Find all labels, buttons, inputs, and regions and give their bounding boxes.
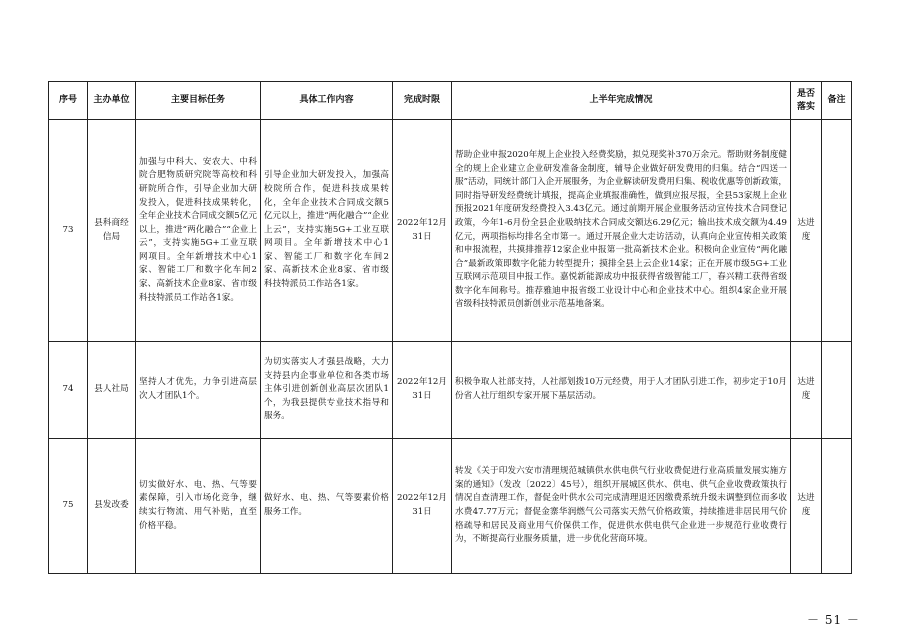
- header-deadline: 完成时限: [393, 82, 452, 120]
- row-progress: 帮助企业申报2020年规上企业投入经费奖励，拟兑现奖补370万余元。帮助财务制度健全的规上企业建立企业研发准备金制度，辅导企业做好研发费用的归集。结合“四送一服”活动，同统计部门入企开展服务，为企业解读研发费用归集、税收优惠等创新政策，同时指导研发经费统计填报，提高企业填报准确性，做到应报尽报，全县53家规上企业预报2021年度研发经费投入3.43亿元。通过前期开展企业服务活动宣传技术合同登记政策，今年1-6月份全县企业吸纳技术合同成交额达6.29亿元；输出技术成交额为4.49亿元，两项指标均排名全市第一。通过开展企业大走访活动，认真向企业宣传相关政策和申报流程，共摸排推荐12家企业申报第一批高新技术企业。积极向企业宣传“两化融合”最新政策即数字化能力转型提升；摸排全县上云企业14家；正在开展市级5G+工业互联网示范项目申报工作。嘉悦新能源成功申报获得省级智能工厂，春兴精工获得省级数字化车间称号。推荐雅迪申报省级工业设计中心和企业技术中心。组织4家企业开展省级科技特派员创新创业示范基地备案。: [452, 120, 791, 342]
- row-deadline: 2022年12月31日: [393, 120, 452, 342]
- row-note: [822, 342, 852, 439]
- table-row: [49, 120, 852, 342]
- row-done: 达进度: [791, 342, 822, 439]
- row-content: 做好水、电、热、气等要素价格服务工作。: [261, 439, 393, 574]
- row-deadline: 2022年12月31日: [393, 342, 452, 439]
- row-unit: 县科商经信局: [88, 120, 136, 342]
- row-task: 切实做好水、电、热、气等要素保障，引入市场化竞争，继续实行物流、用气补贴，直至价格平稳。: [136, 439, 261, 574]
- row-done: 达进度: [791, 439, 822, 574]
- table-row: [49, 439, 852, 574]
- row-seq: 75: [49, 439, 88, 574]
- row-note: [822, 120, 852, 342]
- row-unit: 县发改委: [88, 439, 136, 574]
- row-note: [822, 439, 852, 574]
- row-unit: 县人社局: [88, 342, 136, 439]
- header-progress: 上半年完成情况: [452, 82, 791, 120]
- row-done: 达进度: [791, 120, 822, 342]
- header-row: [49, 82, 852, 120]
- header-seq: 序号: [49, 82, 88, 120]
- header-content: 具体工作内容: [261, 82, 393, 120]
- row-content: 引导企业加大研发投入，加强高校院所合作，促进科技成果转化，全年企业技术合同成交额5亿元以上，推进“两化融合”“企业上云”，支持实施5G+工业互联网项目。全年新增技术中心1家、智能工厂和数字化车间2家、高新技术企业8家、省市级科技特派员工作站各1家。: [261, 120, 393, 342]
- row-task: 加强与中科大、安农大、中科院合肥物质研究院等高校和科研院所合作，引导企业加大研发投入，促进科技成果转化，全年企业技术合同成交额5亿元以上，推进“两化融合”“企业上云”，支持实施5G+工业互联网项目。全年新增技术中心1家、智能工厂和数字化车间2家、高新技术企业8家、省市级科技特派员工作站各1家。: [136, 120, 261, 342]
- header-unit: 主办单位: [88, 82, 136, 120]
- row-progress: 积极争取人社部支持，人社部划拨10万元经费，用于人才团队引进工作，初步定于10月份省人社厅组织专家开展下基层活动。: [452, 342, 791, 439]
- row-task: 坚持人才优先，力争引进高层次人才团队1个。: [136, 342, 261, 439]
- header-task: 主要目标任务: [136, 82, 261, 120]
- row-seq: 74: [49, 342, 88, 439]
- row-content: 为切实落实人才强县战略，大力支持县内企事业单位和各类市场主体引进创新创业高层次团队1个，为我县提供专业技术指导和服务。: [261, 342, 393, 439]
- task-table: [48, 81, 852, 574]
- header-done: 是否落实: [791, 82, 822, 120]
- row-seq: 73: [49, 120, 88, 342]
- row-progress: 转发《关于印发六安市清理规范城镇供水供电供气行业收费促进行业高质量发展实施方案的通知》（发改〔2022〕45号），组织开展城区供水、供电、供气企业收费政策执行情况自查清理工作，督促金叶供水公司完成清理退还因缴费系统升级未调整到位而多收水费47.77万元；督促金寨华润燃气公司落实天然气价格政策，持续推进非居民用气价格疏导和居民及商业用气价保供工作，促进供水供电供气企业进一步规范行业收费行为，不断提高行业服务质量，进一步优化营商环境。: [452, 439, 791, 574]
- row-deadline: 2022年12月31日: [393, 439, 452, 574]
- page-number: － 51 －: [807, 613, 860, 627]
- table-row: [49, 342, 852, 439]
- header-note: 备注: [822, 82, 852, 120]
